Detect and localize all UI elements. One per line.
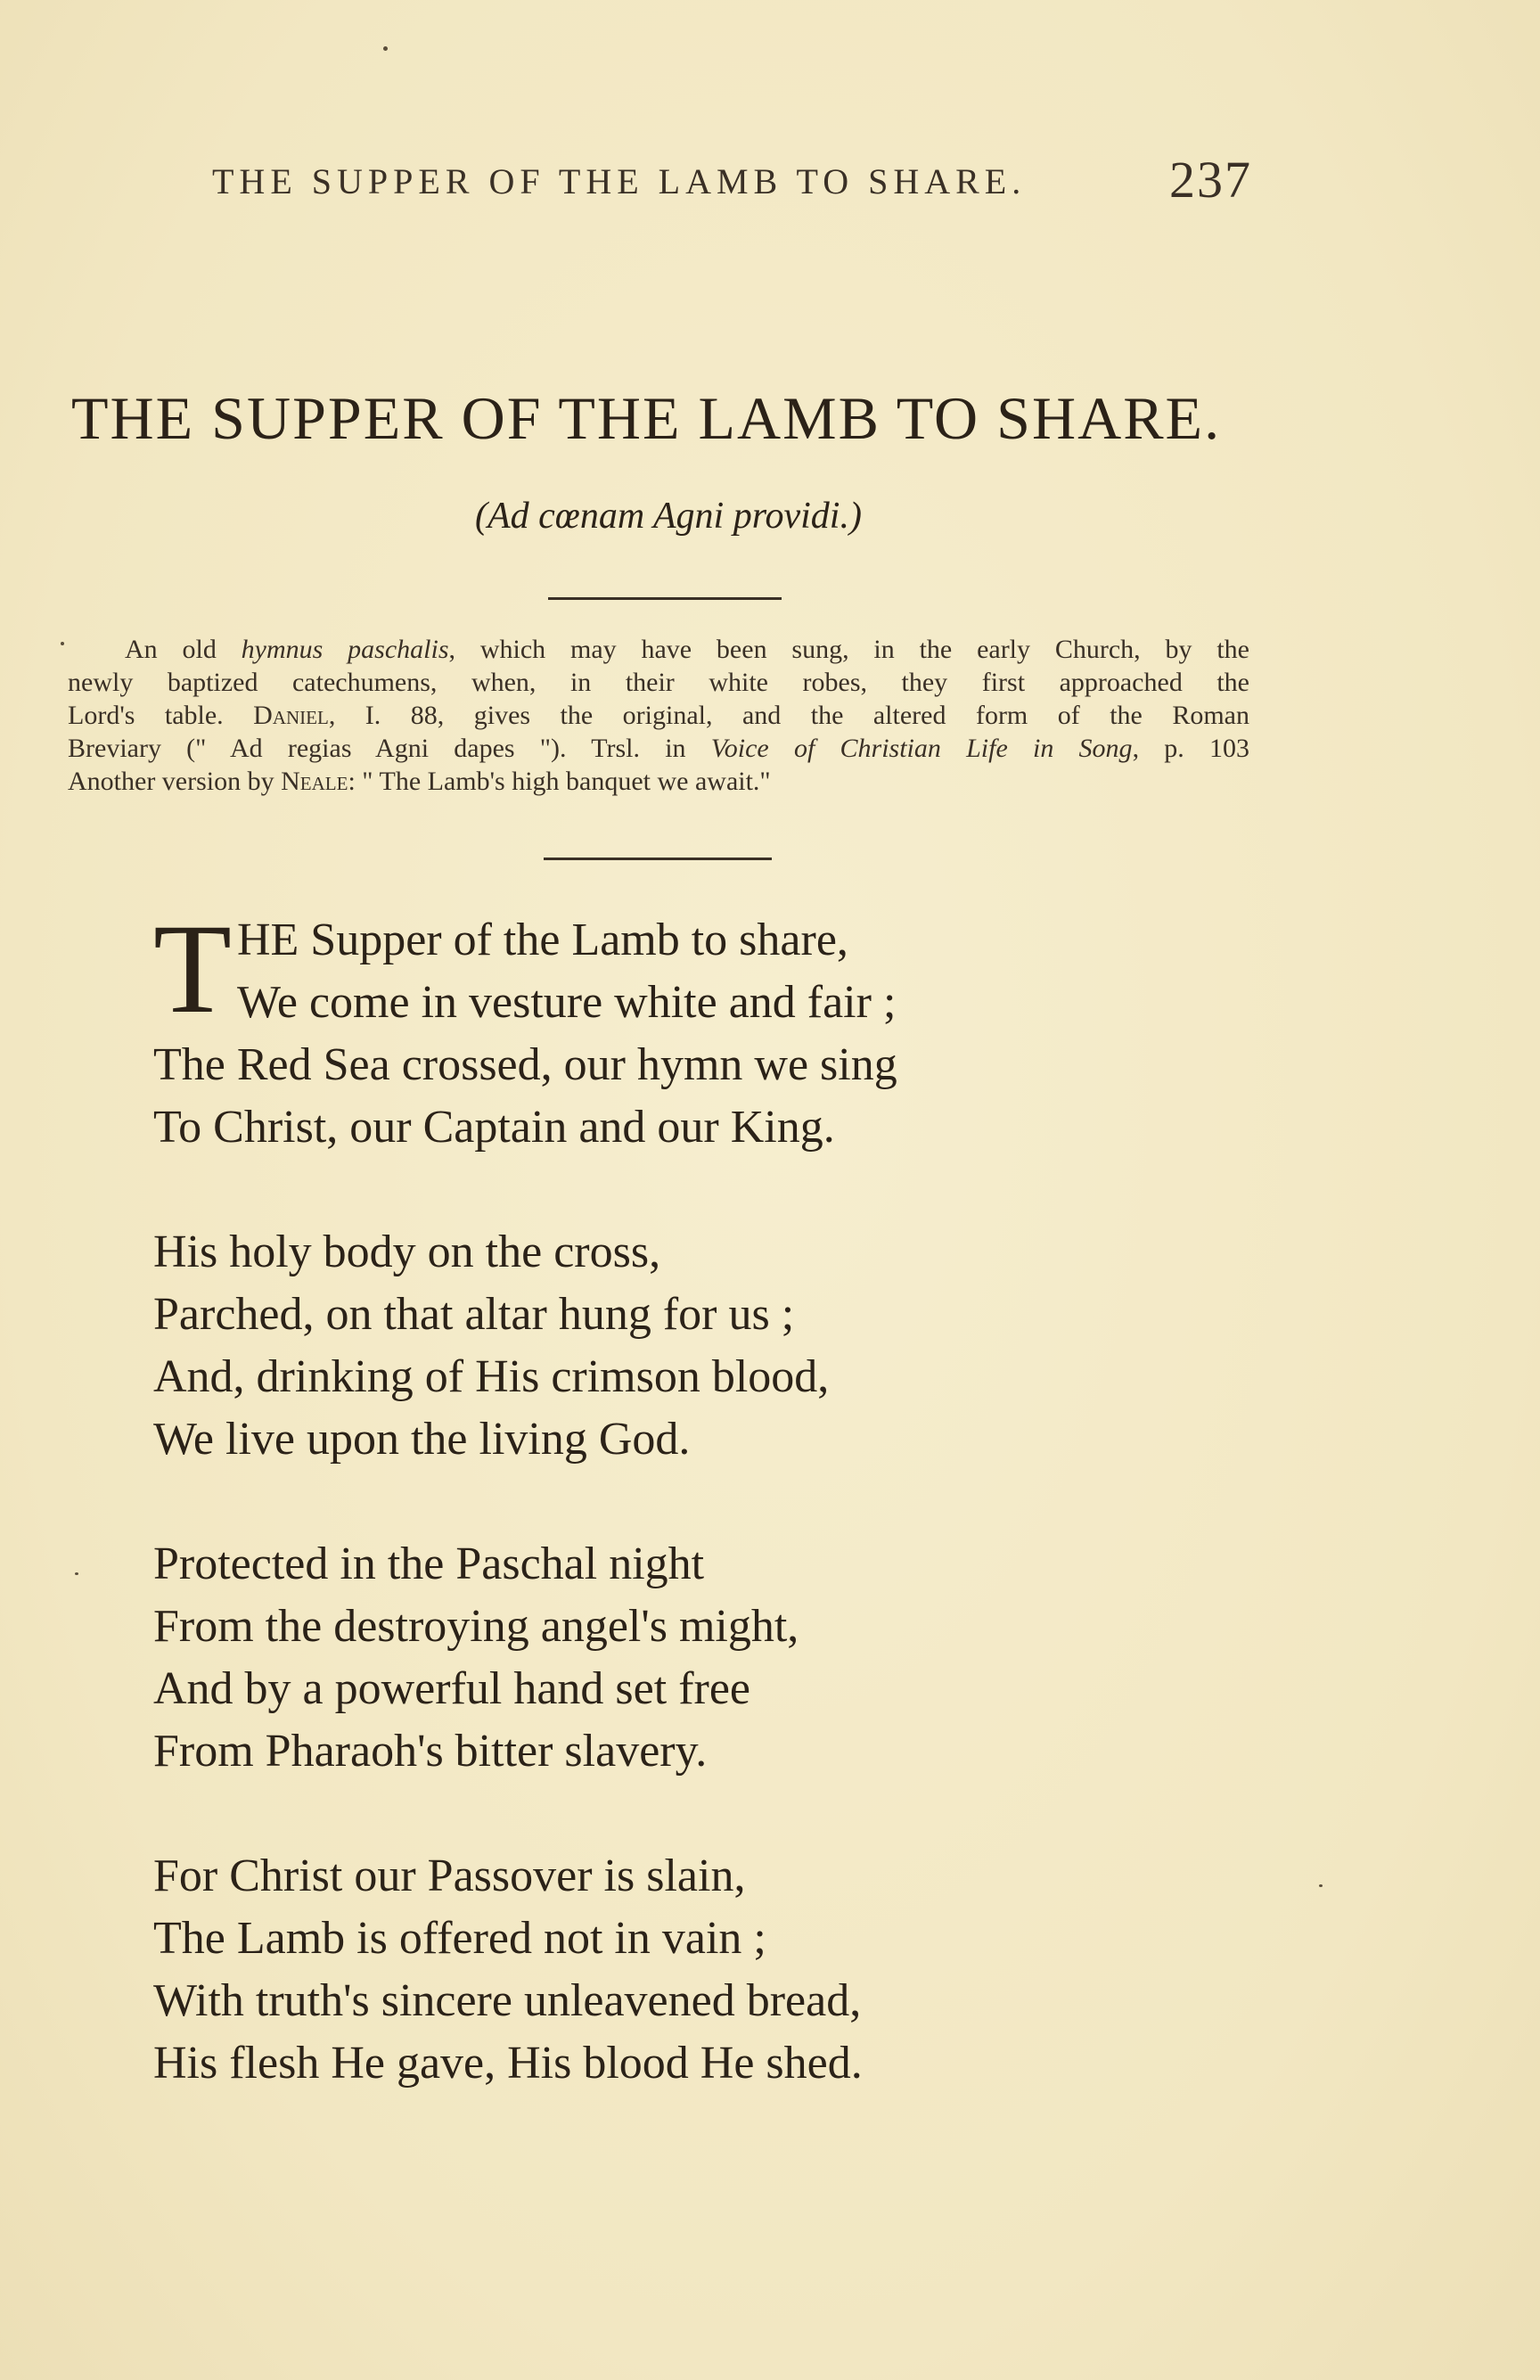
verse-line: With truth's sincere unleavened bread, [153, 1975, 862, 2026]
verse-line: For Christ our Passover is slain, [153, 1851, 746, 1901]
verse-line: Parched, on that altar hung for us ; [153, 1289, 795, 1340]
hymn-note [68, 633, 1249, 798]
note-author: Daniel [253, 701, 329, 730]
verse-line: The Red Sea crossed, our hymn we sing [153, 1039, 897, 1090]
note-text: Lord's table. [68, 701, 254, 730]
verse-line: From Pharaoh's bitter slavery. [153, 1726, 708, 1777]
verse-line: We live upon the living God. [153, 1414, 691, 1465]
verse-line: To Christ, our Captain and our King. [153, 1102, 835, 1153]
note-text: , p. 103 [1132, 734, 1250, 763]
hymn-title: THE SUPPER OF THE LAMB TO SHARE. [71, 384, 1222, 452]
latin-subtitle: (Ad cœnam Agni providi.) [475, 496, 862, 537]
verse-line: Protected in the Paschal night [153, 1539, 705, 1589]
note-italic: hymnus paschalis [241, 635, 449, 664]
verse-line: And, drinking of His crimson blood, [153, 1351, 830, 1402]
stanza [153, 1221, 1169, 1471]
drop-cap: T [153, 899, 232, 1040]
note-text: , I. 88, gives the original, and the altered form of the Roman [328, 701, 1249, 730]
note-italic: Voice of Christian Life in Song [710, 734, 1133, 763]
page-speck [383, 46, 388, 51]
stanza [153, 1845, 1169, 2095]
note-text: : " The Lamb's high banquet we await." [348, 767, 771, 796]
verse-line: HE Supper of the Lamb to share, [236, 915, 848, 965]
note-line [68, 699, 1249, 732]
verse-line: And by a powerful hand set free [153, 1663, 750, 1714]
page-speck [61, 642, 64, 645]
note-text: Another version by [68, 767, 282, 796]
note-line: newly baptized catechumens, when, in their white robes, they first approached the [68, 668, 1249, 697]
note-text: An old [125, 635, 242, 664]
note-text: Breviary (" Ad regias Agni dapes "). Trsl. in [68, 734, 711, 763]
note-line [68, 732, 1249, 765]
note-line [68, 765, 1249, 798]
stanza [153, 899, 1169, 1159]
note-author: Neale [281, 767, 348, 796]
verse-line: From the destroying angel's might, [153, 1601, 799, 1652]
verse-line: The Lamb is offered not in vain ; [153, 1913, 766, 1964]
verse-line: We come in vesture white and fair ; [236, 977, 897, 1028]
stanza [153, 1533, 1169, 1783]
poem [153, 899, 1169, 2157]
page-speck [75, 1572, 78, 1575]
note-line [68, 633, 1249, 666]
verse-line: His holy body on the cross, [153, 1227, 661, 1277]
divider-rule [548, 597, 782, 600]
page-speck [1319, 1884, 1323, 1887]
page-number: 237 [1169, 151, 1252, 209]
verse-line: His flesh He gave, His blood He shed. [153, 2038, 863, 2089]
divider-rule [544, 858, 772, 860]
note-text: , which may have been sung, in the early Church, by the [448, 635, 1249, 664]
running-head: THE SUPPER OF THE LAMB TO SHARE. [212, 161, 1027, 201]
